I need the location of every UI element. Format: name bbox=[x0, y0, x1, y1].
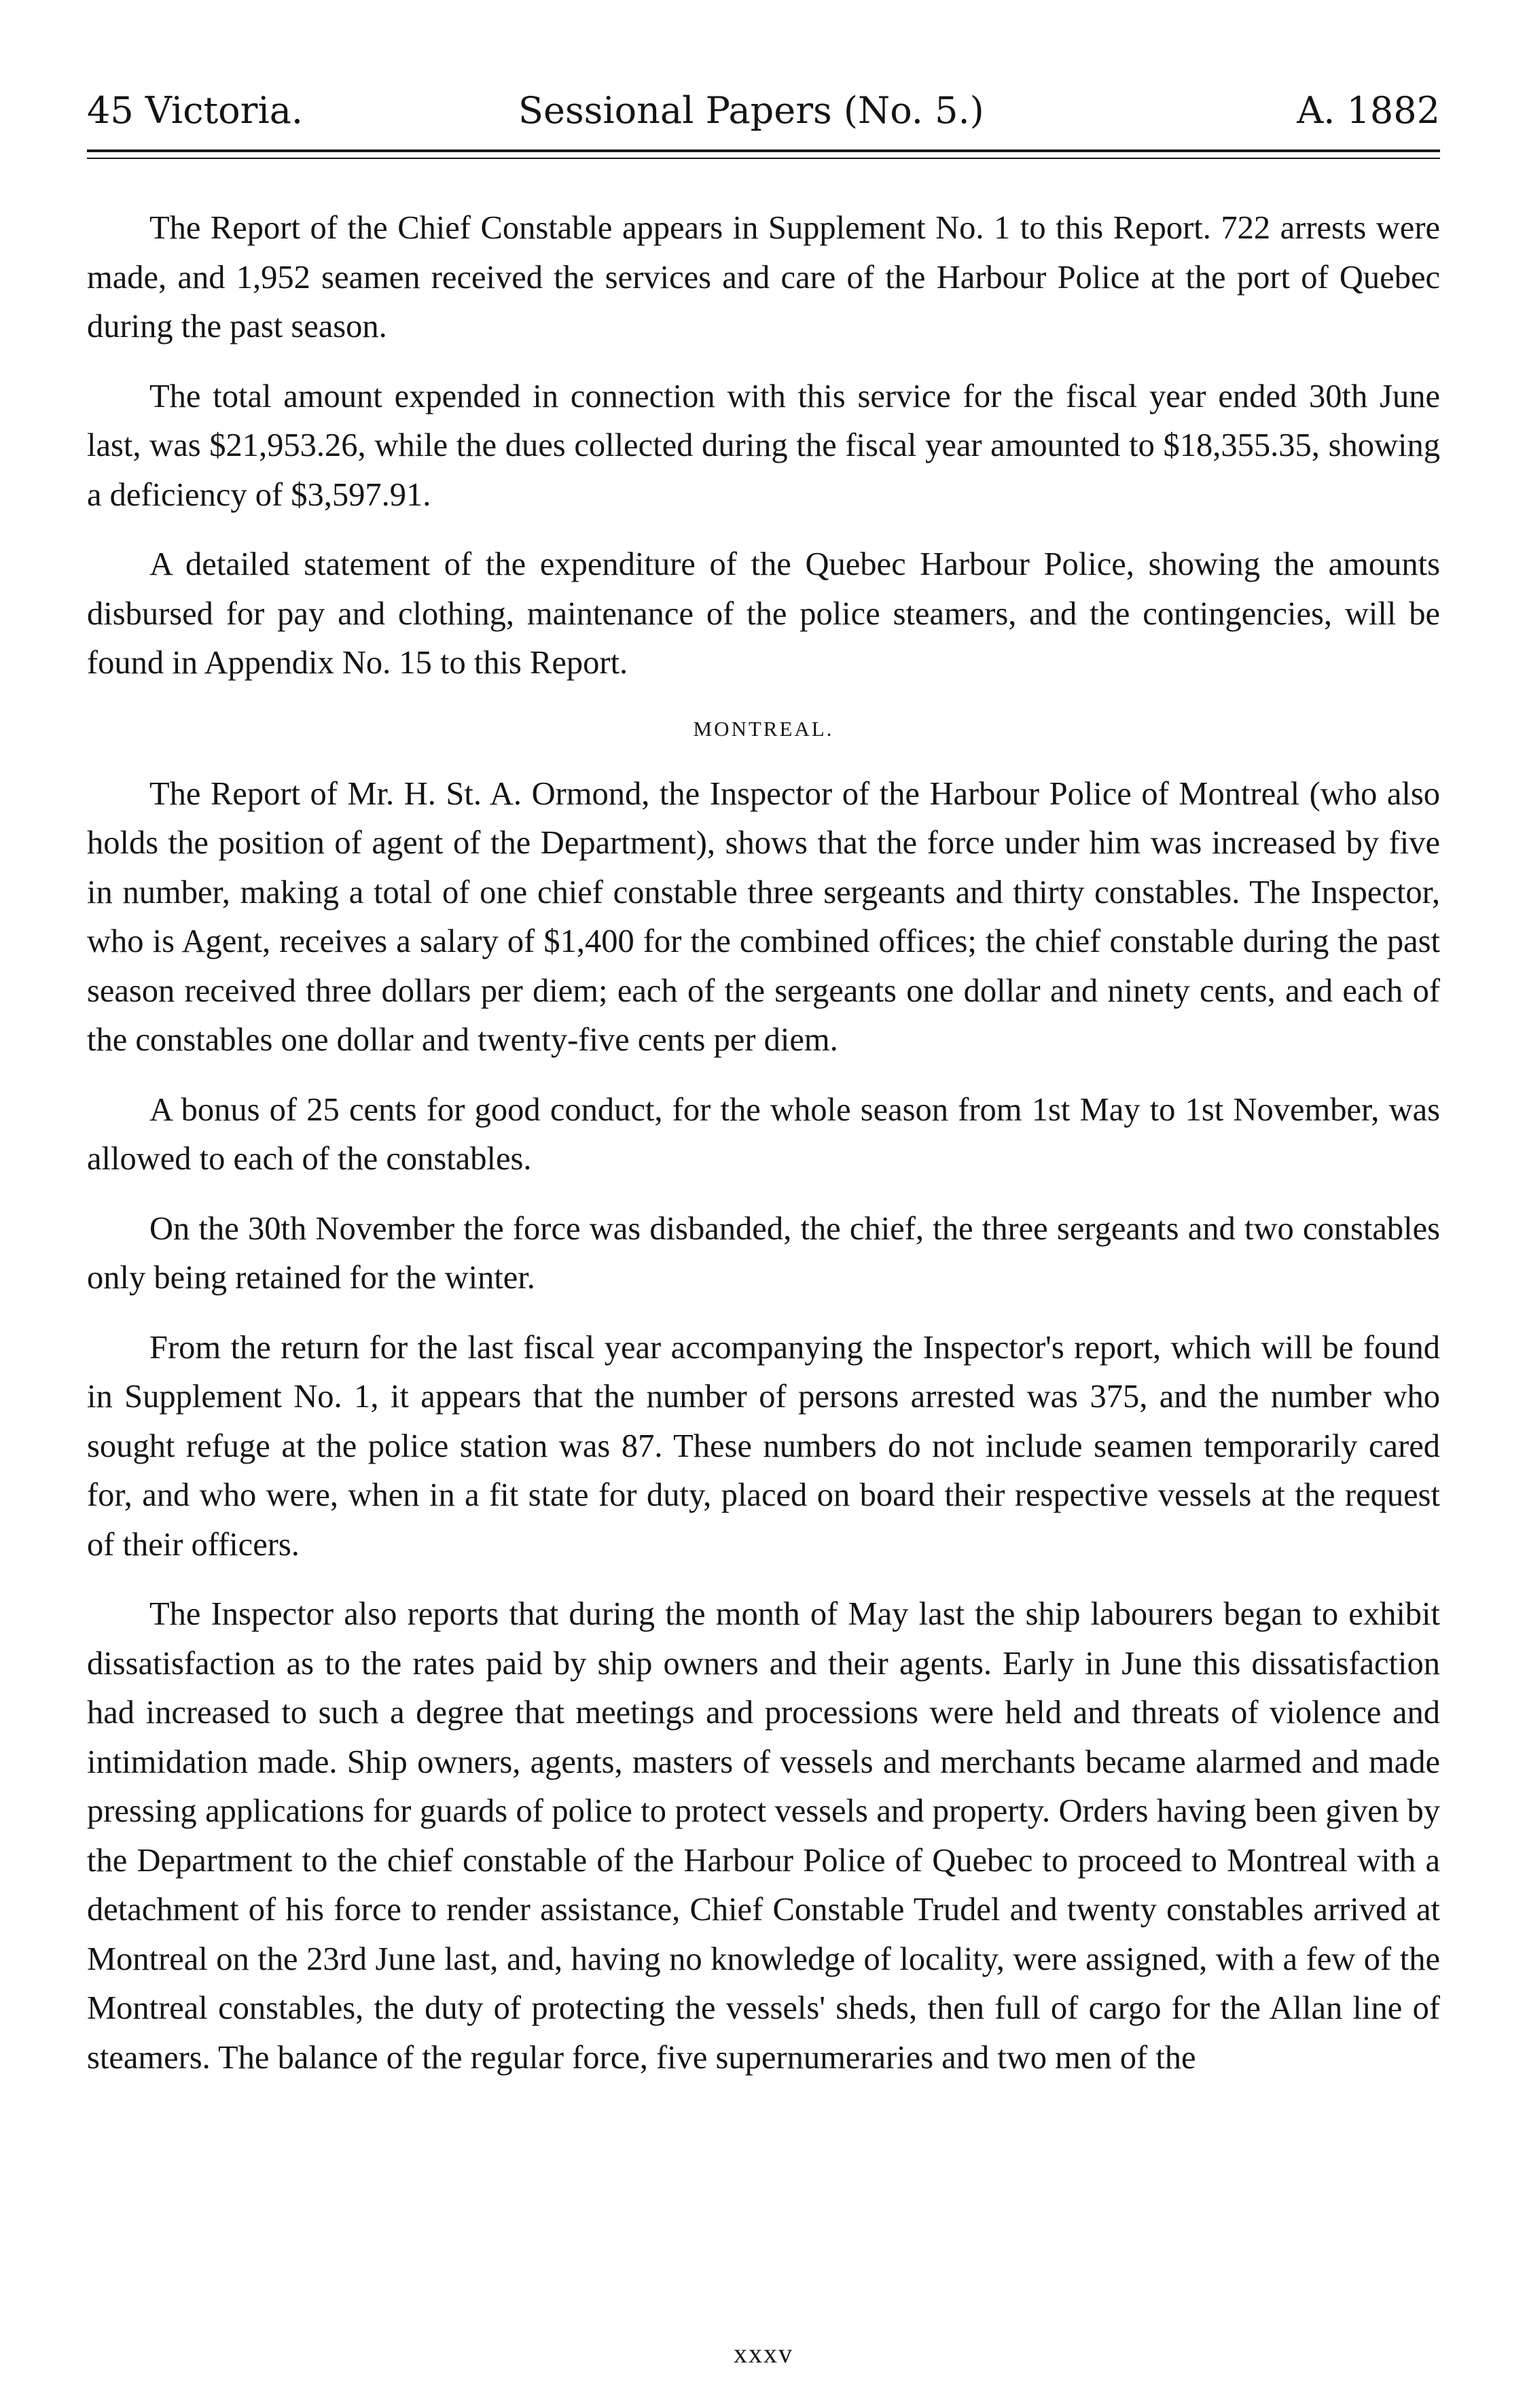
header-publication-title: Sessional Papers (No. 5.) bbox=[518, 89, 984, 132]
header-rule-thin bbox=[87, 158, 1440, 159]
section-heading-montreal: MONTREAL. bbox=[693, 716, 834, 741]
page-folio: xxxv bbox=[734, 2338, 793, 2369]
paragraph-detailed-statement: A detailed statement of the expenditure of the Quebec Harbour Police, showing the amounts disbursed for pay and clothing, maintenance of the police steamers, and the contingencies, will be found in Appendix No. 15 to this Report. bbox=[87, 546, 1440, 681]
running-header bbox=[87, 80, 1440, 141]
paragraph-disbanded: On the 30th November the force was disbanded, the chief, the three sergeants and two constables only being retained for the winter. bbox=[87, 1210, 1440, 1296]
paragraph-ship-labourers: The Inspector also reports that during the month of May last the ship labourers began to exhibit dissatisfaction as to the rates paid by ship owners and their agents. Early in June this dissatisfaction had increased to such a degree that meetings and processions were held and threats of violence and intimidation made. Ship owners, agents, masters of vessels and merchants became alarmed and made pressing applications for guards of police to protect vessels and property. Orders having been given by the Department to the chief constable of the Harbour Police of Quebec to proceed to Montreal with a detachment of his force to render assistance, Chief Constable Trudel and twenty constables arrived at Montreal on the 23rd June last, and, having no knowledge of locality, were assigned, with a few of the Montreal constables, the duty of protecting the vessels' sheds, then full of cargo for the Allan line of steamers. The balance of the regular force, five supernumeraries and two men of the bbox=[87, 1596, 1440, 2076]
paragraph-chief-constable-report: The Report of the Chief Constable appears in Supplement No. 1 to this Report. 722 arrests were made, and 1,952 seamen received the services and care of the Harbour Police at the port of Quebec during the past season. bbox=[87, 210, 1440, 344]
paragraph-inspector-report: The Report of Mr. H. St. A. Ormond, the Inspector of the Harbour Police of Montreal (who also holds the position of agent of the Department), shows that the force under him was increased by five in number, making a total of one chief constable three sergeants and thirty constables. The Inspector, who is Agent, receives a salary of $1,400 for the combined offices; the chief constable during the past season received three dollars per diem; each of the sergeants one dollar and ninety cents, and each of the constables one dollar and twenty-five cents per diem. bbox=[87, 775, 1440, 1058]
paragraph-bonus: A bonus of 25 cents for good conduct, for the whole season from 1st May to 1st November, was allowed to each of the constables. bbox=[87, 1091, 1440, 1177]
header-regnal-year: 45 Victoria. bbox=[87, 89, 304, 132]
header-rule-thick bbox=[87, 149, 1440, 152]
header-year: A. 1882 bbox=[1297, 89, 1440, 132]
body-text bbox=[87, 204, 1440, 2103]
paragraph-arrest-return: From the return for the last fiscal year accompanying the Inspector's report, which will be found in Supplement No. 1, it appears that the number of persons arrested was 375, and the number who sought refuge at the police station was 87. These numbers do not include seamen temporarily cared for, and who were, when in a fit state for duty, placed on board their respective vessels at the request of their officers. bbox=[87, 1329, 1440, 1563]
paragraph-expenditure-total: The total amount expended in connection with this service for the fiscal year ended 30th June last, was $21,953.26, while the dues collected during the fiscal year amounted to $18,355.35, showing a deficiency of $3,597.91. bbox=[87, 378, 1440, 513]
